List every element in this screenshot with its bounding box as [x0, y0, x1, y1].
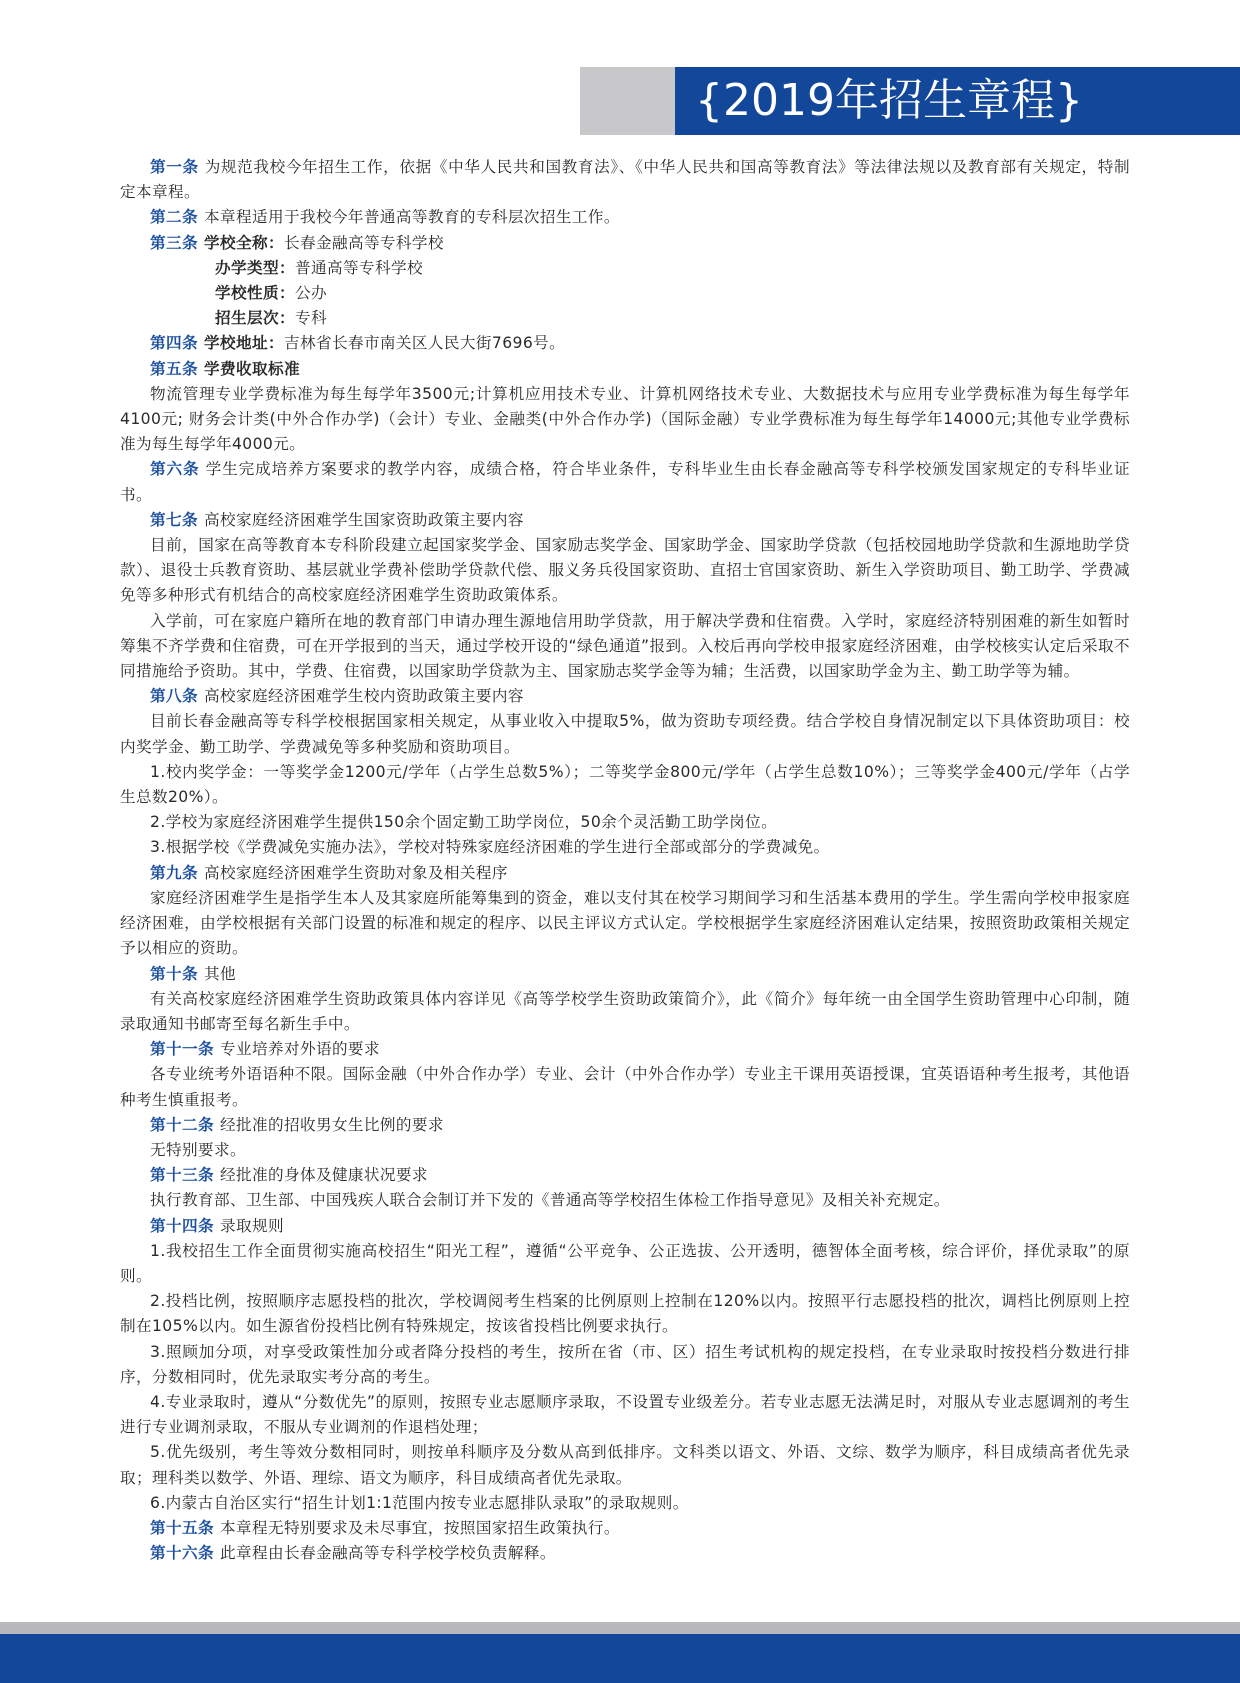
paragraph: 5.优先级别，考生等效分数相同时，则按单科顺序及分数从高到低排序。文科类以语文、外语、文综、数学为顺序，科目成绩高者优先录取；理科类以数学、外语、理综、语文为顺序，科目成绩高者优先录取。 — [120, 1443, 1130, 1487]
field-value: 长春金融高等专科学校 — [283, 233, 444, 252]
article-12 — [120, 1113, 1130, 1138]
article-label: 第四条 — [150, 334, 198, 353]
footer-gray-stripe — [0, 1622, 1240, 1634]
field-value: 专科 — [294, 309, 327, 328]
paragraph: 2.投档比例，按照顺序志愿投档的批次，学校调阅考生档案的比例原则上控制在120%以内。按照平行志愿投档的批次，调档比例原则上控制在105%以内。如生源省份投档比例有特殊规定，按该省投档比例要求执行。 — [120, 1292, 1130, 1336]
article-1 — [120, 155, 1130, 205]
article-label: 第二条 — [150, 208, 198, 227]
article-title: 专业培养对外语的要求 — [219, 1040, 380, 1059]
article-label: 第十六条 — [150, 1544, 214, 1563]
article-text: 本章程无特别要求及未尽事宜，按照国家招生政策执行。 — [219, 1518, 620, 1537]
paragraph: 4.专业录取时，遵从“分数优先”的原则，按照专业志愿顺序录取，不设置专业级差分。若专业志愿无法满足时，对服从专业志愿调剂的考生进行专业调剂录取，不服从专业调剂的作退档处理； — [120, 1392, 1130, 1437]
article-label: 第十五条 — [150, 1518, 214, 1537]
article-15 — [120, 1516, 1130, 1541]
article-label: 第十三条 — [150, 1166, 214, 1185]
paragraph: 执行教育部、卫生部、中国残疾人联合会制订并下发的《普通高等学校招生体检工作指导意见》及相关补充规定。 — [150, 1191, 950, 1210]
header-gray-block — [580, 67, 675, 135]
article-title: 高校家庭经济困难学生国家资助政策主要内容 — [203, 510, 524, 529]
paragraph: 2.学校为家庭经济困难学生提供150余个固定勤工助学岗位，50余个灵活勤工助学岗位。 — [150, 813, 778, 832]
article-6 — [120, 457, 1130, 507]
article-3-level — [120, 306, 1130, 331]
article-3-nature — [120, 281, 1130, 306]
field-key: 学校全称： — [203, 233, 284, 252]
article-10 — [120, 962, 1130, 987]
article-11 — [120, 1037, 1130, 1062]
paragraph: 6.内蒙古自治区实行“招生计划1:1范围内按专业志愿排队录取”的录取规则。 — [150, 1493, 689, 1512]
article-title: 经批准的招收男女生比例的要求 — [219, 1115, 444, 1134]
paragraph: 目前长春金融高等专科学校根据国家相关规定，从事业收入中提取5%，做为资助专项经费。结合学校自身情况制定以下具体资助项目：校内奖学金、勤工助学、学费减免等多种奖励和资助项目。 — [120, 712, 1130, 756]
article-9 — [120, 861, 1130, 886]
field-value: 公办 — [294, 284, 327, 303]
field-value: 吉林省长春市南关区人民大街7696号。 — [283, 334, 566, 353]
article-8 — [120, 684, 1130, 709]
paragraph: 无特别要求。 — [150, 1140, 246, 1159]
paragraph: 目前，国家在高等教育本专科阶段建立起国家奖学金、国家励志奖学金、国家助学金、国家助学贷款（包括校园地助学贷款和生源地助学贷款）、退役士兵教育资助、基层就业学费补偿助学贷款代偿、服义务兵役国家资助、直招士官国家资助、新生入学资助项目、勤工助学、学费减免等多种形式有机结合的高校家庭经济困难学生资助政策体系。 — [120, 536, 1130, 605]
article-5 — [120, 357, 1130, 382]
paragraph: 3.根据学校《学费减免实施办法》，学校对特殊家庭经济困难的学生进行全部或部分的学费减免。 — [150, 838, 830, 857]
article-title: 高校家庭经济困难学生校内资助政策主要内容 — [203, 687, 524, 706]
field-value: 普通高等专科学校 — [294, 258, 423, 277]
page-title: {2019年招生章程} — [695, 75, 1083, 126]
article-label: 第一条 — [150, 158, 199, 176]
article-text: 为规范我校今年招生工作，依据《中华人民共和国教育法》、《中华人民共和国高等教育法》等法律法规以及教育部有关规定，特制定本章程。 — [120, 158, 1130, 202]
article-label: 第十条 — [150, 964, 198, 983]
article-label: 第十四条 — [150, 1216, 214, 1235]
article-text: 本章程适用于我校今年普通高等教育的专科层次招生工作。 — [203, 208, 620, 227]
article-title: 高校家庭经济困难学生资助对象及相关程序 — [203, 863, 508, 882]
paragraph: 有关高校家庭经济困难学生资助政策具体内容详见《高等学校学生资助政策简介》，此《简介》每年统一由全国学生资助管理中心印制，随录取通知书邮寄至每名新生手中。 — [120, 989, 1130, 1033]
article-label: 第十一条 — [150, 1040, 214, 1059]
article-label: 第八条 — [150, 687, 198, 706]
paragraph: 物流管理专业学费标准为每生每学年3500元;计算机应用技术专业、计算机网络技术专业、大数据技术与应用专业学费标准为每生每学年4100元; 财务会计类(中外合作办学)（会计）专业、金融类(中外合作办学)（国际金融）专业学费标准为每生每学年14000元;其他专业学费标准为每生每学年4000元。 — [120, 384, 1130, 454]
article-4 — [120, 331, 1130, 356]
article-label: 第三条 — [150, 233, 198, 252]
article-title: 其他 — [203, 964, 236, 983]
article-label: 第七条 — [150, 510, 198, 529]
field-key: 学校地址： — [203, 334, 284, 353]
article-text: 学生完成培养方案要求的教学内容，成绩合格，符合毕业条件，专科毕业生由长春金融高等专科学校颁发国家规定的专科毕业证书。 — [120, 460, 1131, 504]
article-title: 经批准的身体及健康状况要求 — [219, 1166, 428, 1185]
article-text: 此章程由长春金融高等专科学校学校负责解释。 — [219, 1544, 556, 1563]
article-16 — [120, 1541, 1130, 1566]
article-2 — [120, 205, 1130, 230]
paragraph: 各专业统考外语语种不限。国际金融（中外合作办学）专业、会计（中外合作办学）专业主干课用英语授课，宜英语语种考生报考，其他语种考生慎重报考。 — [120, 1065, 1130, 1109]
article-body — [120, 155, 1130, 1566]
article-label: 第六条 — [150, 460, 200, 479]
article-14 — [120, 1214, 1130, 1239]
article-label: 第十二条 — [150, 1115, 214, 1134]
article-title: 录取规则 — [219, 1216, 284, 1235]
paragraph: 入学前，可在家庭户籍所在地的教育部门申请办理生源地信用助学贷款，用于解决学费和住宿费。入学时，家庭经济特别困难的新生如暂时筹集不齐学费和住宿费，可在开学报到的当天，通过学校开设的“绿色通道”报到。入校后再向学校申报家庭经济困难，由学校核实认定后采取不同措施给予资助。其中，学费、住宿费，以国家助学贷款为主、国家励志奖学金等为辅；生活费，以国家助学金为主、勤工助学等为辅。 — [120, 611, 1130, 681]
article-13 — [120, 1163, 1130, 1188]
article-label: 第五条 — [150, 359, 198, 378]
article-title: 学费收取标准 — [203, 359, 300, 378]
field-key: 学校性质： — [215, 284, 295, 303]
paragraph: 家庭经济困难学生是指学生本人及其家庭所能筹集到的资金，难以支付其在校学习期间学习和生活基本费用的学生。学生需向学校申报家庭经济困难，由学校根据有关部门设置的标准和规定的程序、以民主评议方式认定。学校根据学生家庭经济困难认定结果，按照资助政策相关规定予以相应的资助。 — [120, 888, 1130, 958]
article-3 — [120, 231, 1130, 256]
article-label: 第九条 — [150, 863, 198, 882]
paragraph: 3.照顾加分项，对享受政策性加分或者降分投档的考生，按所在省（市、区）招生考试机构的规定投档，在专业录取时按投档分数进行排序，分数相同时，优先录取实考分高的考生。 — [120, 1342, 1130, 1386]
field-key: 办学类型： — [215, 258, 295, 277]
field-key: 招生层次： — [215, 309, 295, 328]
footer-blue-band — [0, 1634, 1240, 1683]
article-7 — [120, 508, 1130, 533]
header-banner — [675, 67, 1240, 135]
paragraph: 1.校内奖学金：一等奖学金1200元/学年（占学生总数5%）；二等奖学金800元/学年（占学生总数10%）；三等奖学金400元/学年（占学生总数20%）。 — [120, 762, 1130, 807]
paragraph: 1.我校招生工作全面贯彻实施高校招生“阳光工程”，遵循“公平竞争、公正选拔、公开透明，德智体全面考核，综合评价，择优录取”的原则。 — [120, 1241, 1130, 1285]
article-3-type — [120, 256, 1130, 281]
